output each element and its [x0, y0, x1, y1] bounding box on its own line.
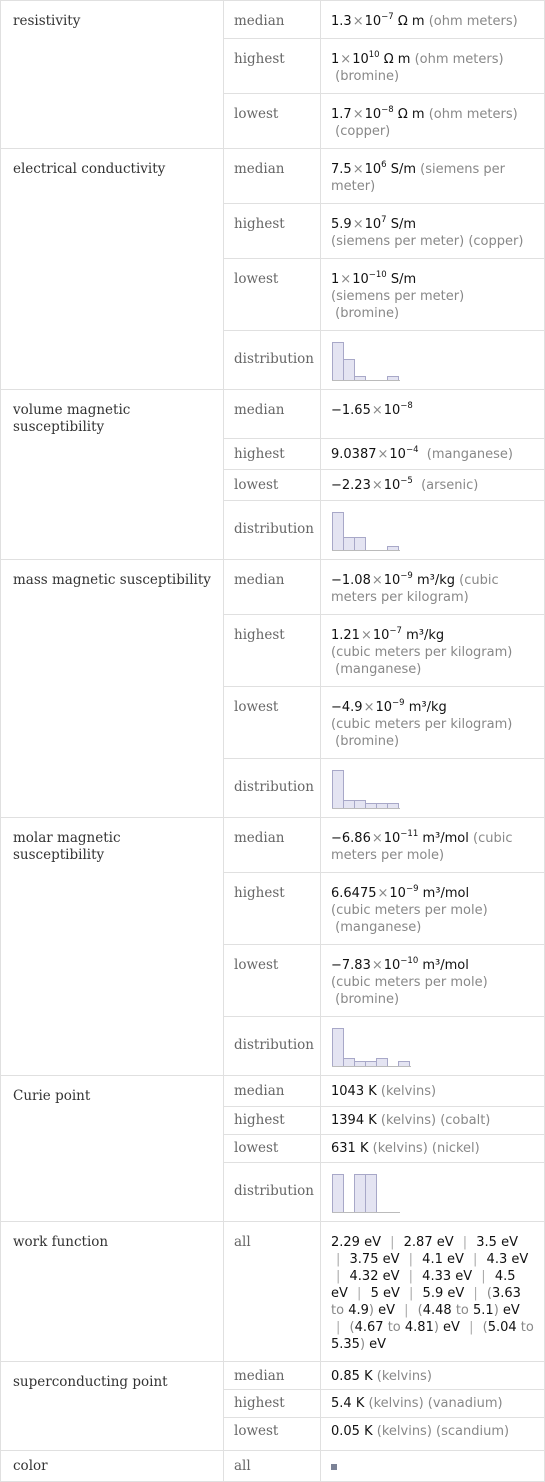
sub-label: lowest	[224, 259, 321, 331]
distribution-histogram	[331, 769, 411, 809]
property-label: molar magnetic susceptibility	[1, 818, 224, 1076]
value-cell: $1.21\times 10^{-7}$ m³/kg (cubic meters per kilogram) (manganese)	[321, 615, 545, 687]
value-cell: $1\times 10^{10}$ Ω m (ohm meters) (bromine)	[321, 39, 545, 94]
separator: |	[473, 1286, 478, 1301]
table-row	[1, 560, 545, 615]
histogram-bar	[333, 343, 344, 381]
table-row	[1, 1451, 545, 1482]
value-cell: $6.6475\times 10^{-9}$ m³/mol (cubic meters per mole) (manganese)	[321, 873, 545, 945]
sub-label: lowest	[224, 1418, 321, 1451]
histogram-bar	[344, 360, 355, 381]
sub-label: distribution	[224, 1017, 321, 1076]
sub-label: median	[224, 1, 321, 39]
property-label: volume magnetic susceptibility	[1, 390, 224, 560]
sub-label: highest	[224, 873, 321, 945]
sub-label: median	[224, 1362, 321, 1390]
separator: |	[408, 1252, 414, 1267]
value-cell: $9.0387\times 10^{-4}$ (manganese)	[321, 439, 545, 470]
sub-label: highest	[224, 1390, 321, 1418]
sub-label: distribution	[224, 331, 321, 390]
property-label: mass magnetic susceptibility	[1, 560, 224, 818]
histogram-bar	[366, 1062, 377, 1067]
separator: |	[357, 1286, 362, 1301]
distribution-histogram	[331, 1027, 411, 1067]
histogram-bar	[344, 1059, 355, 1067]
sub-label: median	[224, 1076, 321, 1107]
histogram-bar	[366, 804, 377, 809]
value-cell	[321, 501, 545, 560]
property-label: Curie point	[1, 1076, 224, 1222]
sub-label: highest	[224, 1107, 321, 1135]
sub-label: median	[224, 818, 321, 873]
value-cell	[321, 1163, 545, 1222]
property-label: electrical conductivity	[1, 149, 224, 390]
sub-label: lowest	[224, 1135, 321, 1163]
separator: |	[390, 1235, 395, 1250]
value-cell	[321, 1451, 545, 1482]
sub-label: distribution	[224, 1163, 321, 1222]
histogram-bar	[333, 513, 344, 551]
value-cell: 631 K (kelvins) (nickel)	[321, 1135, 545, 1163]
property-label: color	[1, 1451, 224, 1482]
value-cell	[321, 331, 545, 390]
sub-label: highest	[224, 439, 321, 470]
sub-label: distribution	[224, 501, 321, 560]
sub-label: highest	[224, 615, 321, 687]
separator: |	[336, 1320, 341, 1335]
value-cell: $-1.65\times 10^{-8}$	[321, 390, 545, 439]
work-function-values	[321, 1222, 545, 1362]
histogram-bar	[388, 377, 399, 381]
histogram-bar	[355, 538, 366, 551]
sub-label: all	[224, 1451, 321, 1482]
distribution-histogram	[331, 1173, 411, 1213]
separator: |	[336, 1269, 341, 1284]
value-cell: $-6.86\times 10^{-11}$ m³/mol (cubic meters per mole)	[321, 818, 545, 873]
separator: |	[409, 1286, 414, 1301]
histogram-bar	[377, 804, 388, 809]
histogram-bar	[355, 1062, 366, 1067]
sub-label: lowest	[224, 687, 321, 759]
sub-label: median	[224, 390, 321, 439]
work-function-range: (4.48 to 5.1) eV	[417, 1303, 520, 1318]
sub-label: median	[224, 149, 321, 204]
work-function-value: 5.9 eV	[422, 1286, 465, 1301]
work-function-range: (3.63 to 4.9) eV	[331, 1286, 521, 1318]
histogram-bar	[388, 547, 399, 551]
value-cell: $-4.9\times 10^{-9}$ m³/kg (cubic meters per kilogram) (bromine)	[321, 687, 545, 759]
separator: |	[408, 1269, 414, 1284]
histogram-bar	[355, 377, 366, 381]
separator: |	[473, 1252, 478, 1267]
work-function-value: 5 eV	[370, 1286, 400, 1301]
separator: |	[336, 1252, 341, 1267]
work-function-range: (4.67 to 4.81) eV	[349, 1320, 460, 1335]
table-row	[1, 1222, 545, 1362]
histogram-bar	[377, 1059, 388, 1067]
sub-label: median	[224, 560, 321, 615]
work-function-value: 3.5 eV	[476, 1235, 518, 1250]
distribution-histogram	[331, 511, 411, 551]
table-row	[1, 818, 545, 873]
separator: |	[404, 1303, 409, 1318]
value-cell: $-1.08\times 10^{-9}$ m³/kg (cubic meters per kilogram)	[321, 560, 545, 615]
value-cell	[321, 759, 545, 818]
property-label: work function	[1, 1222, 224, 1362]
histogram-bar	[344, 801, 355, 809]
histogram-bar	[399, 1062, 410, 1067]
work-function-value: 4.33 eV	[422, 1269, 473, 1284]
distribution-histogram	[331, 341, 411, 381]
value-cell: 1394 K (kelvins) (cobalt)	[321, 1107, 545, 1135]
sub-label: all	[224, 1222, 321, 1362]
work-function-value: 2.29 eV	[331, 1235, 381, 1250]
sub-label: distribution	[224, 759, 321, 818]
value-cell: $5.9\times 10^7$ S/m (siemens per meter) (copper)	[321, 204, 545, 259]
work-function-range: (5.04 to 5.35) eV	[331, 1320, 534, 1352]
separator: |	[462, 1235, 468, 1250]
histogram-bar	[344, 538, 355, 551]
value-cell: 0.05 K (kelvins) (scandium)	[321, 1418, 545, 1451]
value-cell: $1.7\times 10^{-8}$ Ω m (ohm meters) (copper)	[321, 94, 545, 149]
work-function-value: 4.1 eV	[422, 1252, 464, 1267]
value-cell: 1043 K (kelvins)	[321, 1076, 545, 1107]
histogram-bar	[355, 1175, 366, 1213]
value-cell: $1\times 10^{-10}$ S/m (siemens per meter) (bromine)	[321, 259, 545, 331]
sub-label: highest	[224, 39, 321, 94]
table-row	[1, 1076, 545, 1107]
property-label: superconducting point	[1, 1362, 224, 1451]
work-function-value: 4.32 eV	[349, 1269, 400, 1284]
table-row	[1, 1362, 545, 1390]
work-function-value: 4.3 eV	[486, 1252, 529, 1267]
histogram-bar	[366, 1175, 377, 1213]
histogram-bar	[355, 801, 366, 809]
value-cell: $-7.83\times 10^{-10}$ m³/mol (cubic meters per mole) (bromine)	[321, 945, 545, 1017]
table-row	[1, 149, 545, 204]
sub-label: lowest	[224, 945, 321, 1017]
work-function-value: 3.75 eV	[349, 1252, 400, 1267]
color-swatch	[331, 1464, 337, 1470]
histogram-bar	[333, 1175, 344, 1213]
work-function-value: 2.87 eV	[403, 1235, 454, 1250]
sub-label: highest	[224, 204, 321, 259]
sub-label: lowest	[224, 94, 321, 149]
value-cell: 5.4 K (kelvins) (vanadium)	[321, 1390, 545, 1418]
table-row	[1, 1, 545, 39]
sub-label: lowest	[224, 470, 321, 501]
histogram-bar	[388, 804, 399, 809]
separator: |	[469, 1320, 474, 1335]
value-cell: $7.5\times 10^6$ S/m (siemens per meter)	[321, 149, 545, 204]
value-cell: $-2.23\times 10^{-5}$ (arsenic)	[321, 470, 545, 501]
table-row	[1, 390, 545, 439]
histogram-bar	[333, 1029, 344, 1067]
histogram-bar	[333, 771, 344, 809]
value-cell	[321, 1017, 545, 1076]
value-cell: $1.3\times 10^{-7}$ Ω m (ohm meters)	[321, 1, 545, 39]
work-function-value: 4.5 eV	[331, 1269, 516, 1301]
property-label: resistivity	[1, 1, 224, 149]
value-cell: 0.85 K (kelvins)	[321, 1362, 545, 1390]
separator: |	[481, 1269, 486, 1284]
